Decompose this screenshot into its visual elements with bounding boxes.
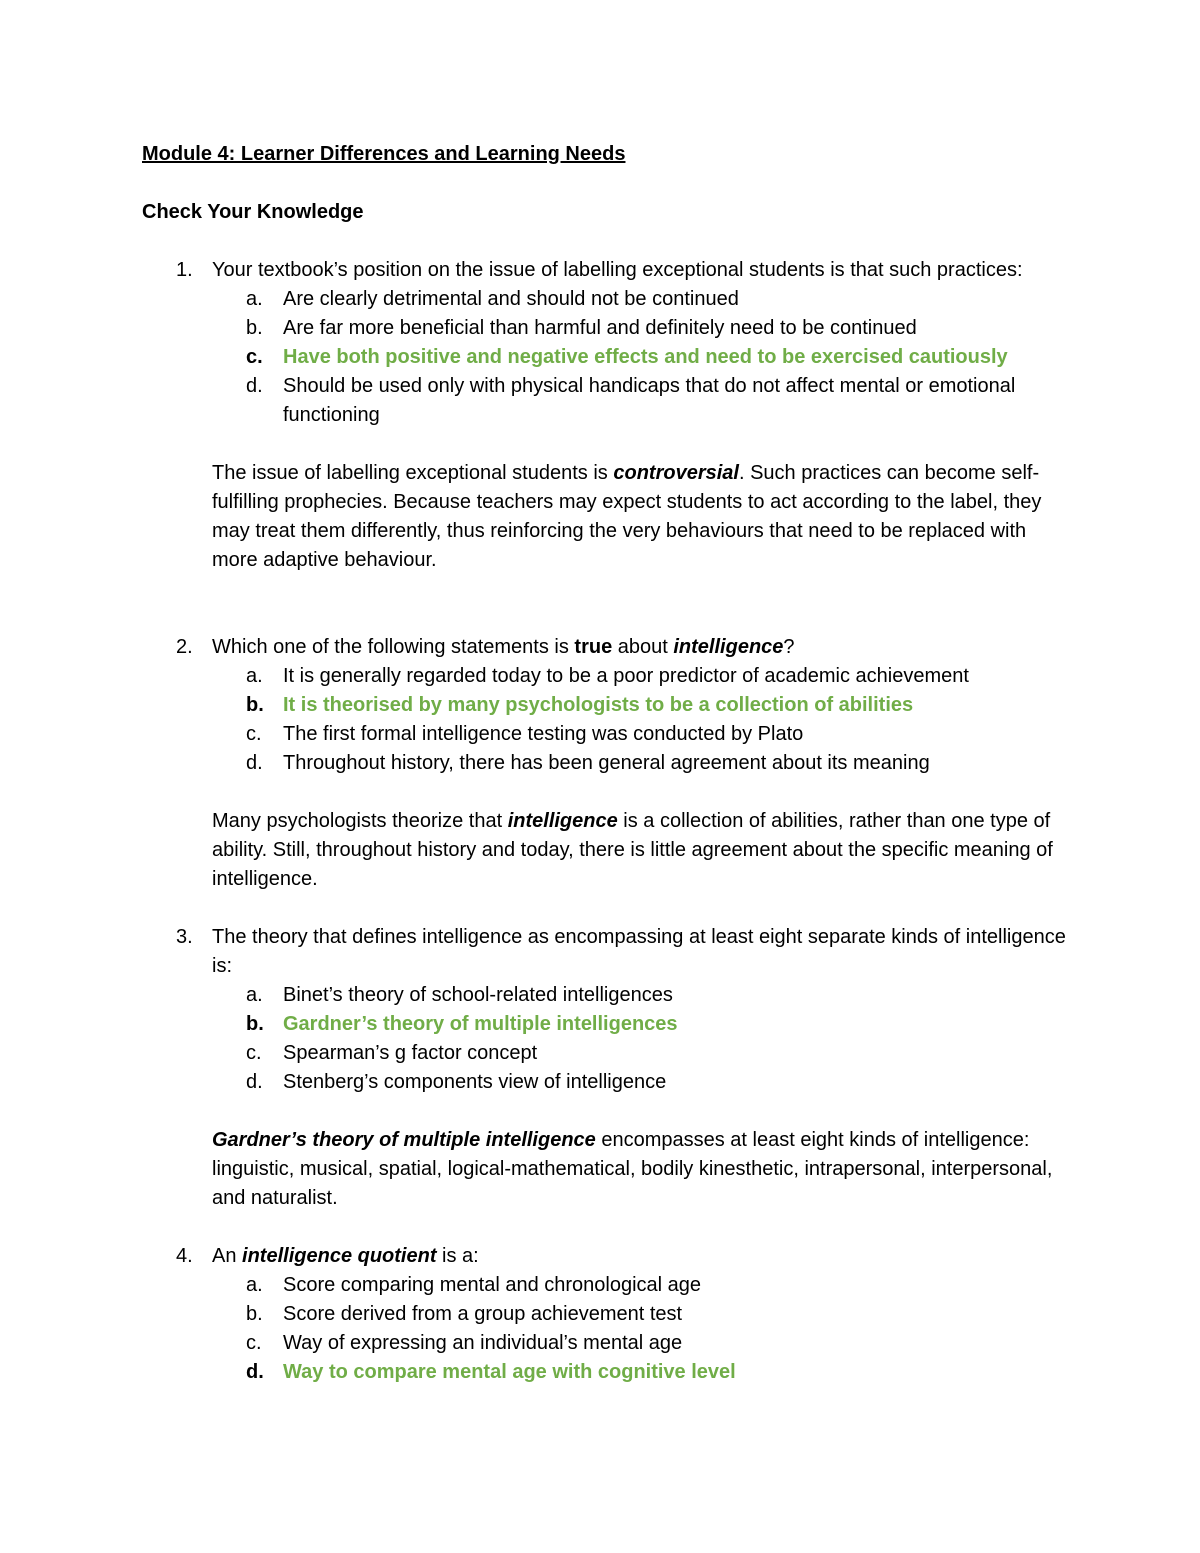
option-text: It is theorised by many psychologists to be a collection of abilities bbox=[283, 694, 914, 716]
option-text: It is generally regarded today to be a poor predictor of academic achievement bbox=[283, 665, 969, 687]
question-text: Your textbook’s position on the issue of labelling exceptional students is that such practices: bbox=[212, 259, 1023, 281]
option-list bbox=[212, 662, 1072, 778]
emphasis-term: intelligence bbox=[673, 636, 784, 658]
option-letter: d. bbox=[246, 752, 263, 774]
option-c bbox=[212, 720, 1072, 749]
emphasis-term: intelligence quotient bbox=[242, 1245, 437, 1267]
question-2 bbox=[142, 633, 1072, 923]
option-b-correct-answer bbox=[212, 1010, 1072, 1039]
question-text: An intelligence quotient is a: bbox=[212, 1245, 479, 1267]
option-text: Gardner’s theory of multiple intelligences bbox=[283, 1013, 678, 1035]
option-b bbox=[212, 314, 1072, 343]
option-text: Are clearly detrimental and should not be continued bbox=[283, 288, 739, 310]
option-letter: a. bbox=[246, 1274, 263, 1296]
question-list bbox=[142, 256, 1072, 1387]
option-text: Are far more beneficial than harmful and definitely need to be continued bbox=[283, 317, 917, 339]
option-list bbox=[212, 981, 1072, 1097]
option-c bbox=[212, 1039, 1072, 1068]
option-a bbox=[212, 1271, 1072, 1300]
option-letter: a. bbox=[246, 288, 263, 310]
option-text: Throughout history, there has been general agreement about its meaning bbox=[283, 752, 930, 774]
answer-explanation: Gardner’s theory of multiple intelligence encompasses at least eight kinds of intelligence: linguistic, musical, spatial, logical-mathematical, bodily kinesthetic, intrapersonal, interpersonal, and naturalist. bbox=[212, 1129, 1053, 1209]
option-letter: b. bbox=[246, 317, 263, 339]
option-a bbox=[212, 662, 1072, 691]
option-a bbox=[212, 285, 1072, 314]
option-text: Stenberg’s components view of intelligence bbox=[283, 1071, 667, 1093]
answer-explanation: Many psychologists theorize that intelligence is a collection of abilities, rather than one type of ability. Still, throughout history and today, there is little agreement about the specific meaning of intelligence. bbox=[212, 810, 1053, 890]
emphasis-term: Gardner’s theory of multiple intelligence bbox=[212, 1129, 596, 1151]
answer-explanation: The issue of labelling exceptional students is controversial. Such practices can become self-fulfilling prophecies. Because teachers may expect students to act according to the label, they may treat them differently, thus reinforcing the very behaviours that need to be replaced with more adaptive behaviour. bbox=[212, 462, 1042, 571]
question-number: 4. bbox=[176, 1245, 193, 1267]
option-a bbox=[212, 981, 1072, 1010]
option-text: The first formal intelligence testing was conducted by Plato bbox=[283, 723, 804, 745]
question-number: 3. bbox=[176, 926, 193, 948]
option-c bbox=[212, 1329, 1072, 1358]
emphasis-term: controversial bbox=[613, 462, 739, 484]
option-letter: a. bbox=[246, 984, 263, 1006]
emphasis-term: intelligence bbox=[507, 810, 618, 832]
option-letter: c. bbox=[246, 723, 262, 745]
option-letter: c. bbox=[246, 1042, 262, 1064]
option-list bbox=[212, 1271, 1072, 1387]
option-text: Should be used only with physical handicaps that do not affect mental or emotional functioning bbox=[283, 375, 1016, 426]
question-text: Which one of the following statements is true about intelligence? bbox=[212, 636, 795, 658]
question-3 bbox=[142, 923, 1072, 1242]
option-letter: d. bbox=[246, 375, 263, 397]
question-number: 1. bbox=[176, 259, 193, 281]
option-b bbox=[212, 1300, 1072, 1329]
option-text: Binet’s theory of school-related intelligences bbox=[283, 984, 673, 1006]
option-c-correct-answer bbox=[212, 343, 1072, 372]
option-text: Score derived from a group achievement test bbox=[283, 1303, 683, 1325]
document-title: Module 4: Learner Differences and Learning Needs bbox=[142, 143, 626, 165]
option-text: Way of expressing an individual’s mental age bbox=[283, 1332, 683, 1354]
option-text: Have both positive and negative effects and need to be exercised cautiously bbox=[283, 346, 1008, 368]
option-letter: b. bbox=[246, 694, 264, 716]
option-text: Way to compare mental age with cognitive level bbox=[283, 1361, 736, 1383]
question-4 bbox=[142, 1242, 1072, 1387]
option-d-correct-answer bbox=[212, 1358, 1072, 1387]
option-d bbox=[212, 749, 1072, 778]
question-text: The theory that defines intelligence as encompassing at least eight separate kinds of intelligence is: bbox=[212, 926, 1066, 977]
option-text: Score comparing mental and chronological age bbox=[283, 1274, 702, 1296]
question-number: 2. bbox=[176, 636, 193, 658]
section-title: Check Your Knowledge bbox=[142, 201, 364, 223]
option-letter: a. bbox=[246, 665, 263, 687]
option-letter: c. bbox=[246, 346, 263, 368]
question-1 bbox=[142, 256, 1072, 633]
option-letter: d. bbox=[246, 1071, 263, 1093]
option-letter: d. bbox=[246, 1361, 264, 1383]
option-list bbox=[212, 285, 1072, 430]
option-text: Spearman’s g factor concept bbox=[283, 1042, 538, 1064]
option-b-correct-answer bbox=[212, 691, 1072, 720]
option-letter: b. bbox=[246, 1303, 263, 1325]
option-d bbox=[212, 1068, 1072, 1097]
option-d bbox=[212, 372, 1072, 430]
document-body bbox=[142, 140, 1072, 1387]
option-letter: b. bbox=[246, 1013, 264, 1035]
option-letter: c. bbox=[246, 1332, 262, 1354]
